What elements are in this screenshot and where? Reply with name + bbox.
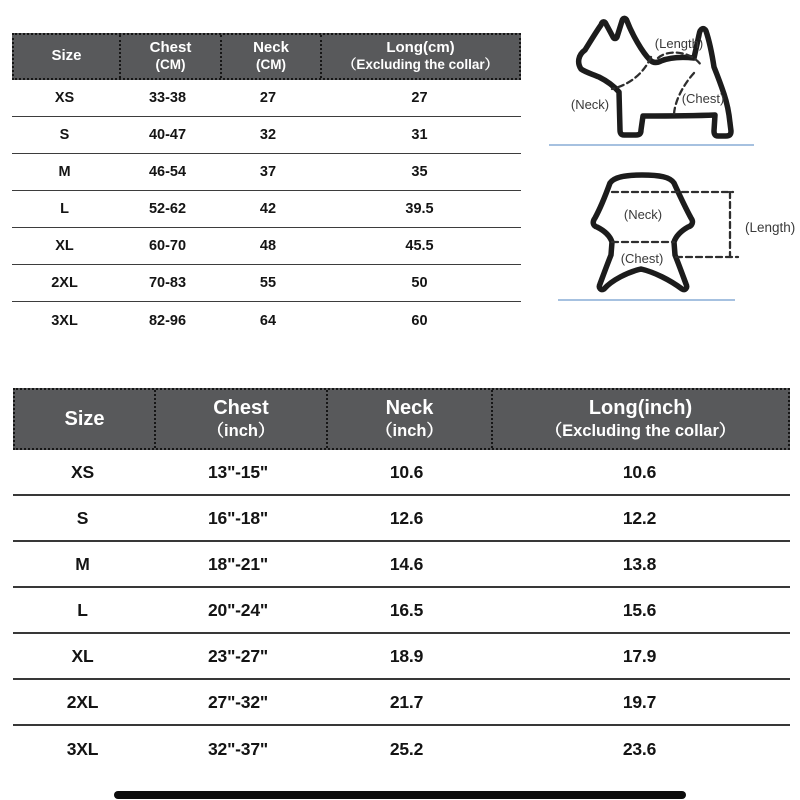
- size-cell: 3XL: [51, 312, 78, 329]
- neck-cell: 10.6: [389, 461, 424, 482]
- size-cell: XS: [54, 90, 75, 106]
- neck-cell: 64: [259, 312, 277, 329]
- table-row: [13, 450, 790, 496]
- table-row: [12, 265, 521, 302]
- size-cell: S: [76, 507, 89, 528]
- neck-cell: 27: [259, 90, 277, 106]
- neck-cell: 42: [259, 201, 277, 217]
- chest-cell: 27"-32": [208, 691, 268, 712]
- neck-cell: 18.9: [389, 645, 424, 666]
- table-row: [13, 726, 790, 772]
- chest-cell: 18"-21": [208, 553, 268, 574]
- long-cell: 60: [411, 312, 428, 329]
- neck-cell: 32: [259, 127, 277, 143]
- chest-cell: 82-96: [148, 312, 187, 329]
- chest-cell: 20"-24": [208, 599, 268, 620]
- header-cell-size: [14, 35, 119, 78]
- chest-cell: 46-54: [148, 164, 187, 180]
- long-cell: 19.7: [622, 691, 657, 712]
- long-cell: 27: [411, 90, 428, 106]
- garment-neck-label: (Neck): [623, 207, 663, 222]
- long-cell: 50: [411, 275, 428, 291]
- size-chart-table-cm: [12, 33, 521, 339]
- chest-cell: 60-70: [148, 238, 187, 254]
- size-cell: L: [77, 599, 88, 620]
- long-cell: 45.5: [405, 238, 434, 254]
- neck-cell: 12.6: [389, 507, 424, 528]
- chest-cell: 33-38: [148, 90, 187, 106]
- table-row: [13, 588, 790, 634]
- bottom-indicator-bar: [114, 791, 686, 799]
- table-row: [12, 80, 521, 117]
- table-row: [13, 680, 790, 726]
- divider: [558, 299, 735, 301]
- table-row: [13, 542, 790, 588]
- size-chart-table-inch: [13, 388, 790, 772]
- size-cell: M: [75, 553, 90, 574]
- header-cell-long: [491, 390, 788, 448]
- table-row: [13, 496, 790, 542]
- size-cell: 2XL: [66, 691, 99, 712]
- table-row: [13, 634, 790, 680]
- header-title: Chest: [149, 38, 192, 56]
- table-header-inch: [13, 388, 790, 450]
- chest-cell: 16"-18": [208, 507, 268, 528]
- table-row: [12, 117, 521, 154]
- long-cell: 12.2: [622, 507, 657, 528]
- size-cell: 3XL: [66, 738, 99, 759]
- size-cell: L: [60, 201, 69, 217]
- header-subtitle: （inch）: [207, 422, 275, 441]
- header-subtitle: (CM): [155, 57, 186, 73]
- long-cell: 17.9: [622, 645, 657, 666]
- neck-cell: 16.5: [389, 599, 424, 620]
- header-title: Chest: [213, 397, 269, 420]
- header-cell-long: [320, 35, 519, 78]
- header-title: Long(inch): [588, 397, 693, 420]
- long-cell: 39.5: [405, 201, 434, 217]
- header-cell-neck: [326, 390, 491, 448]
- dog-side-view-diagram: [555, 5, 785, 155]
- table-row: [12, 154, 521, 191]
- table-row: [12, 302, 521, 339]
- neck-cell: 48: [259, 238, 277, 254]
- header-subtitle: （Excluding the collar）: [545, 422, 736, 441]
- header-title: Neck: [385, 397, 434, 420]
- long-cell: 13.8: [622, 553, 657, 574]
- header-title: Neck: [253, 38, 289, 56]
- dog-chest-label: (Chest): [681, 91, 725, 106]
- size-cell: XS: [71, 461, 94, 482]
- header-title: Size: [64, 407, 105, 430]
- chest-cell: 32"-37": [208, 738, 268, 759]
- neck-cell: 14.6: [389, 553, 424, 574]
- header-subtitle: (CM): [256, 57, 286, 73]
- long-cell: 31: [411, 127, 428, 143]
- header-cell-size: [15, 390, 154, 448]
- divider: [549, 144, 754, 146]
- neck-cell: 55: [259, 275, 277, 291]
- chest-cell: 23"-27": [208, 645, 268, 666]
- long-cell: 35: [411, 164, 428, 180]
- header-cell-chest: [154, 390, 326, 448]
- table-row: [12, 228, 521, 265]
- long-cell: 10.6: [622, 461, 657, 482]
- size-cell: XL: [55, 238, 74, 254]
- header-title: Long(cm): [386, 38, 455, 56]
- long-cell: 15.6: [622, 599, 657, 620]
- header-subtitle: （Excluding the collar）: [342, 57, 499, 73]
- header-cell-neck: [220, 35, 320, 78]
- chest-cell: 52-62: [148, 201, 187, 217]
- size-cell: S: [59, 127, 70, 143]
- neck-cell: 21.7: [389, 691, 424, 712]
- table-header-cm: [12, 33, 521, 80]
- chest-cell: 40-47: [148, 127, 187, 143]
- dog-neck-label: (Neck): [570, 97, 610, 112]
- garment-length-label: (Length): [745, 220, 796, 235]
- garment-chest-label: (Chest): [620, 251, 664, 266]
- neck-cell: 25.2: [389, 738, 424, 759]
- header-cell-chest: [119, 35, 220, 78]
- chest-cell: 70-83: [148, 275, 187, 291]
- long-cell: 23.6: [622, 738, 657, 759]
- size-cell: M: [58, 164, 71, 180]
- header-title: Size: [51, 47, 82, 65]
- chest-cell: 13"-15": [208, 461, 268, 482]
- garment-flat-diagram: [585, 172, 740, 304]
- table-row: [12, 191, 521, 228]
- header-subtitle: （inch）: [376, 422, 443, 441]
- size-cell: 2XL: [51, 275, 78, 291]
- dog-length-label: (Length): [654, 36, 704, 51]
- neck-cell: 37: [259, 164, 277, 180]
- size-cell: XL: [71, 645, 94, 666]
